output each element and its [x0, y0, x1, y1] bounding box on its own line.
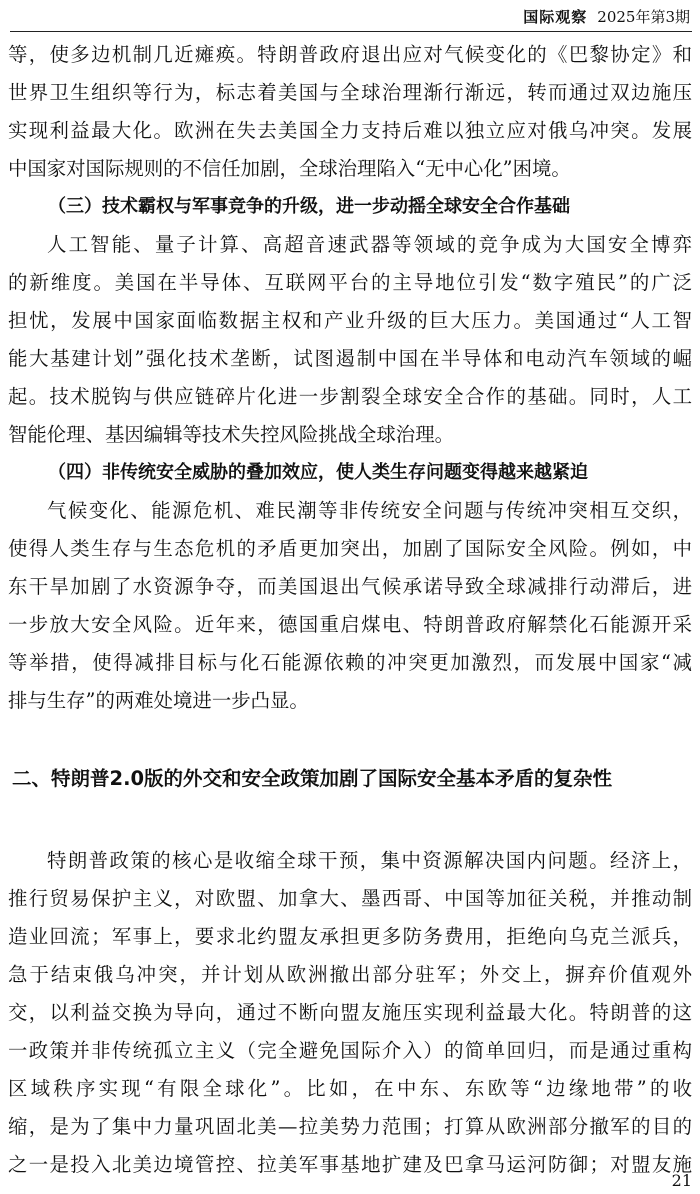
- page-number: 21: [671, 1171, 692, 1190]
- text-line: 能大基建计划”强化技术垄断，试图遏制中国在半导体和电动汽车领域的崛: [8, 347, 692, 370]
- text-line: 中国家对国际规则的不信任加剧，全球治理陷入“无中心化”困境。: [8, 157, 571, 180]
- journal-title: 国际观察: [523, 8, 588, 26]
- text-line: 造业回流；军事上，要求北约盟友承担更多防务费用，拒绝向乌克兰派兵，: [8, 925, 692, 948]
- text-line: 之一是投入北美边境管控、拉美军事基地扩建及巴拿马运河防御；对盟友施: [8, 1153, 692, 1176]
- text-line: 担忧，发展中国家面临数据主权和产业升级的巨大压力。美国通过“人工智: [8, 309, 692, 332]
- text-line: 缩，是为了集中力量巩固北美—拉美势力范围；打算从欧洲部分撤军的目的: [8, 1115, 692, 1138]
- text-line: 东干旱加剧了水资源争夺，而美国退出气候承诺导致全球减排行动滞后，进: [8, 575, 692, 598]
- subheading-4: （四）非传统安全威胁的叠加效应，使人类生存问题变得越来越紧迫: [48, 462, 588, 483]
- text-line: 一政策并非传统孤立主义（完全避免国际介入）的简单回归，而是通过重构: [8, 1039, 692, 1062]
- text-line: 智能伦理、基因编辑等技术失控风险挑战全球治理。: [8, 423, 454, 446]
- text-line: 人工智能、量子计算、高超音速武器等领域的竞争成为大国安全博弈: [47, 233, 692, 256]
- issue-label: 2025年第3期: [597, 8, 690, 26]
- text-line: 起。技术脱钩与供应链碎片化进一步割裂全球安全合作的基础。同时，人工: [8, 385, 692, 408]
- text-line: 等举措，使得减排目标与化石能源依赖的冲突更加激烈，而发展中国家“减: [8, 651, 692, 674]
- running-header: [0, 0, 700, 32]
- text-line: 推行贸易保护主义，对欧盟、加拿大、墨西哥、中国等加征关税，并推动制: [8, 887, 692, 910]
- text-line: 使得人类生存与生态危机的矛盾更加突出，加剧了国际安全风险。例如，中: [8, 537, 692, 560]
- text-line: 实现利益最大化。欧洲在失去美国全力支持后难以独立应对俄乌冲突。发展: [8, 119, 692, 142]
- header-text: [523, 6, 690, 27]
- text-line: 排与生存”的两难处境进一步凸显。: [8, 689, 309, 712]
- section-heading: 二、特朗普2.0版的外交和安全政策加剧了国际安全基本矛盾的复杂性: [12, 767, 613, 790]
- subheading-3: （三）技术霸权与军事竞争的升级，进一步动摇全球安全合作基础: [48, 196, 570, 217]
- text-line: 世界卫生组织等行为，标志着美国与全球治理渐行渐远，转而通过双边施压: [8, 81, 692, 104]
- text-line: 特朗普政策的核心是收缩全球干预，集中资源解决国内问题。经济上，: [47, 849, 692, 872]
- text-line: 等，使多边机制几近瘫痪。特朗普政府退出应对气候变化的《巴黎协定》和: [8, 43, 692, 66]
- text-line: 区域秩序实现“有限全球化”。比如，在中东、东欧等“边缘地带”的收: [8, 1077, 692, 1100]
- text-line: 气候变化、能源危机、难民潮等非传统安全问题与传统冲突相互交织，: [47, 499, 692, 522]
- text-line: 交，以利益交换为导向，通过不断向盟友施压实现利益最大化。特朗普的这: [8, 1001, 692, 1024]
- text-line: 急于结束俄乌冲突，并计划从欧洲撤出部分驻军；外交上，摒弃价值观外: [8, 963, 692, 986]
- text-line: 一步放大安全风险。近年来，德国重启煤电、特朗普政府解禁化石能源开采: [8, 613, 692, 636]
- text-line: 的新维度。美国在半导体、互联网平台的主导地位引发“数字殖民”的广泛: [8, 271, 692, 294]
- header-rule: [10, 31, 692, 32]
